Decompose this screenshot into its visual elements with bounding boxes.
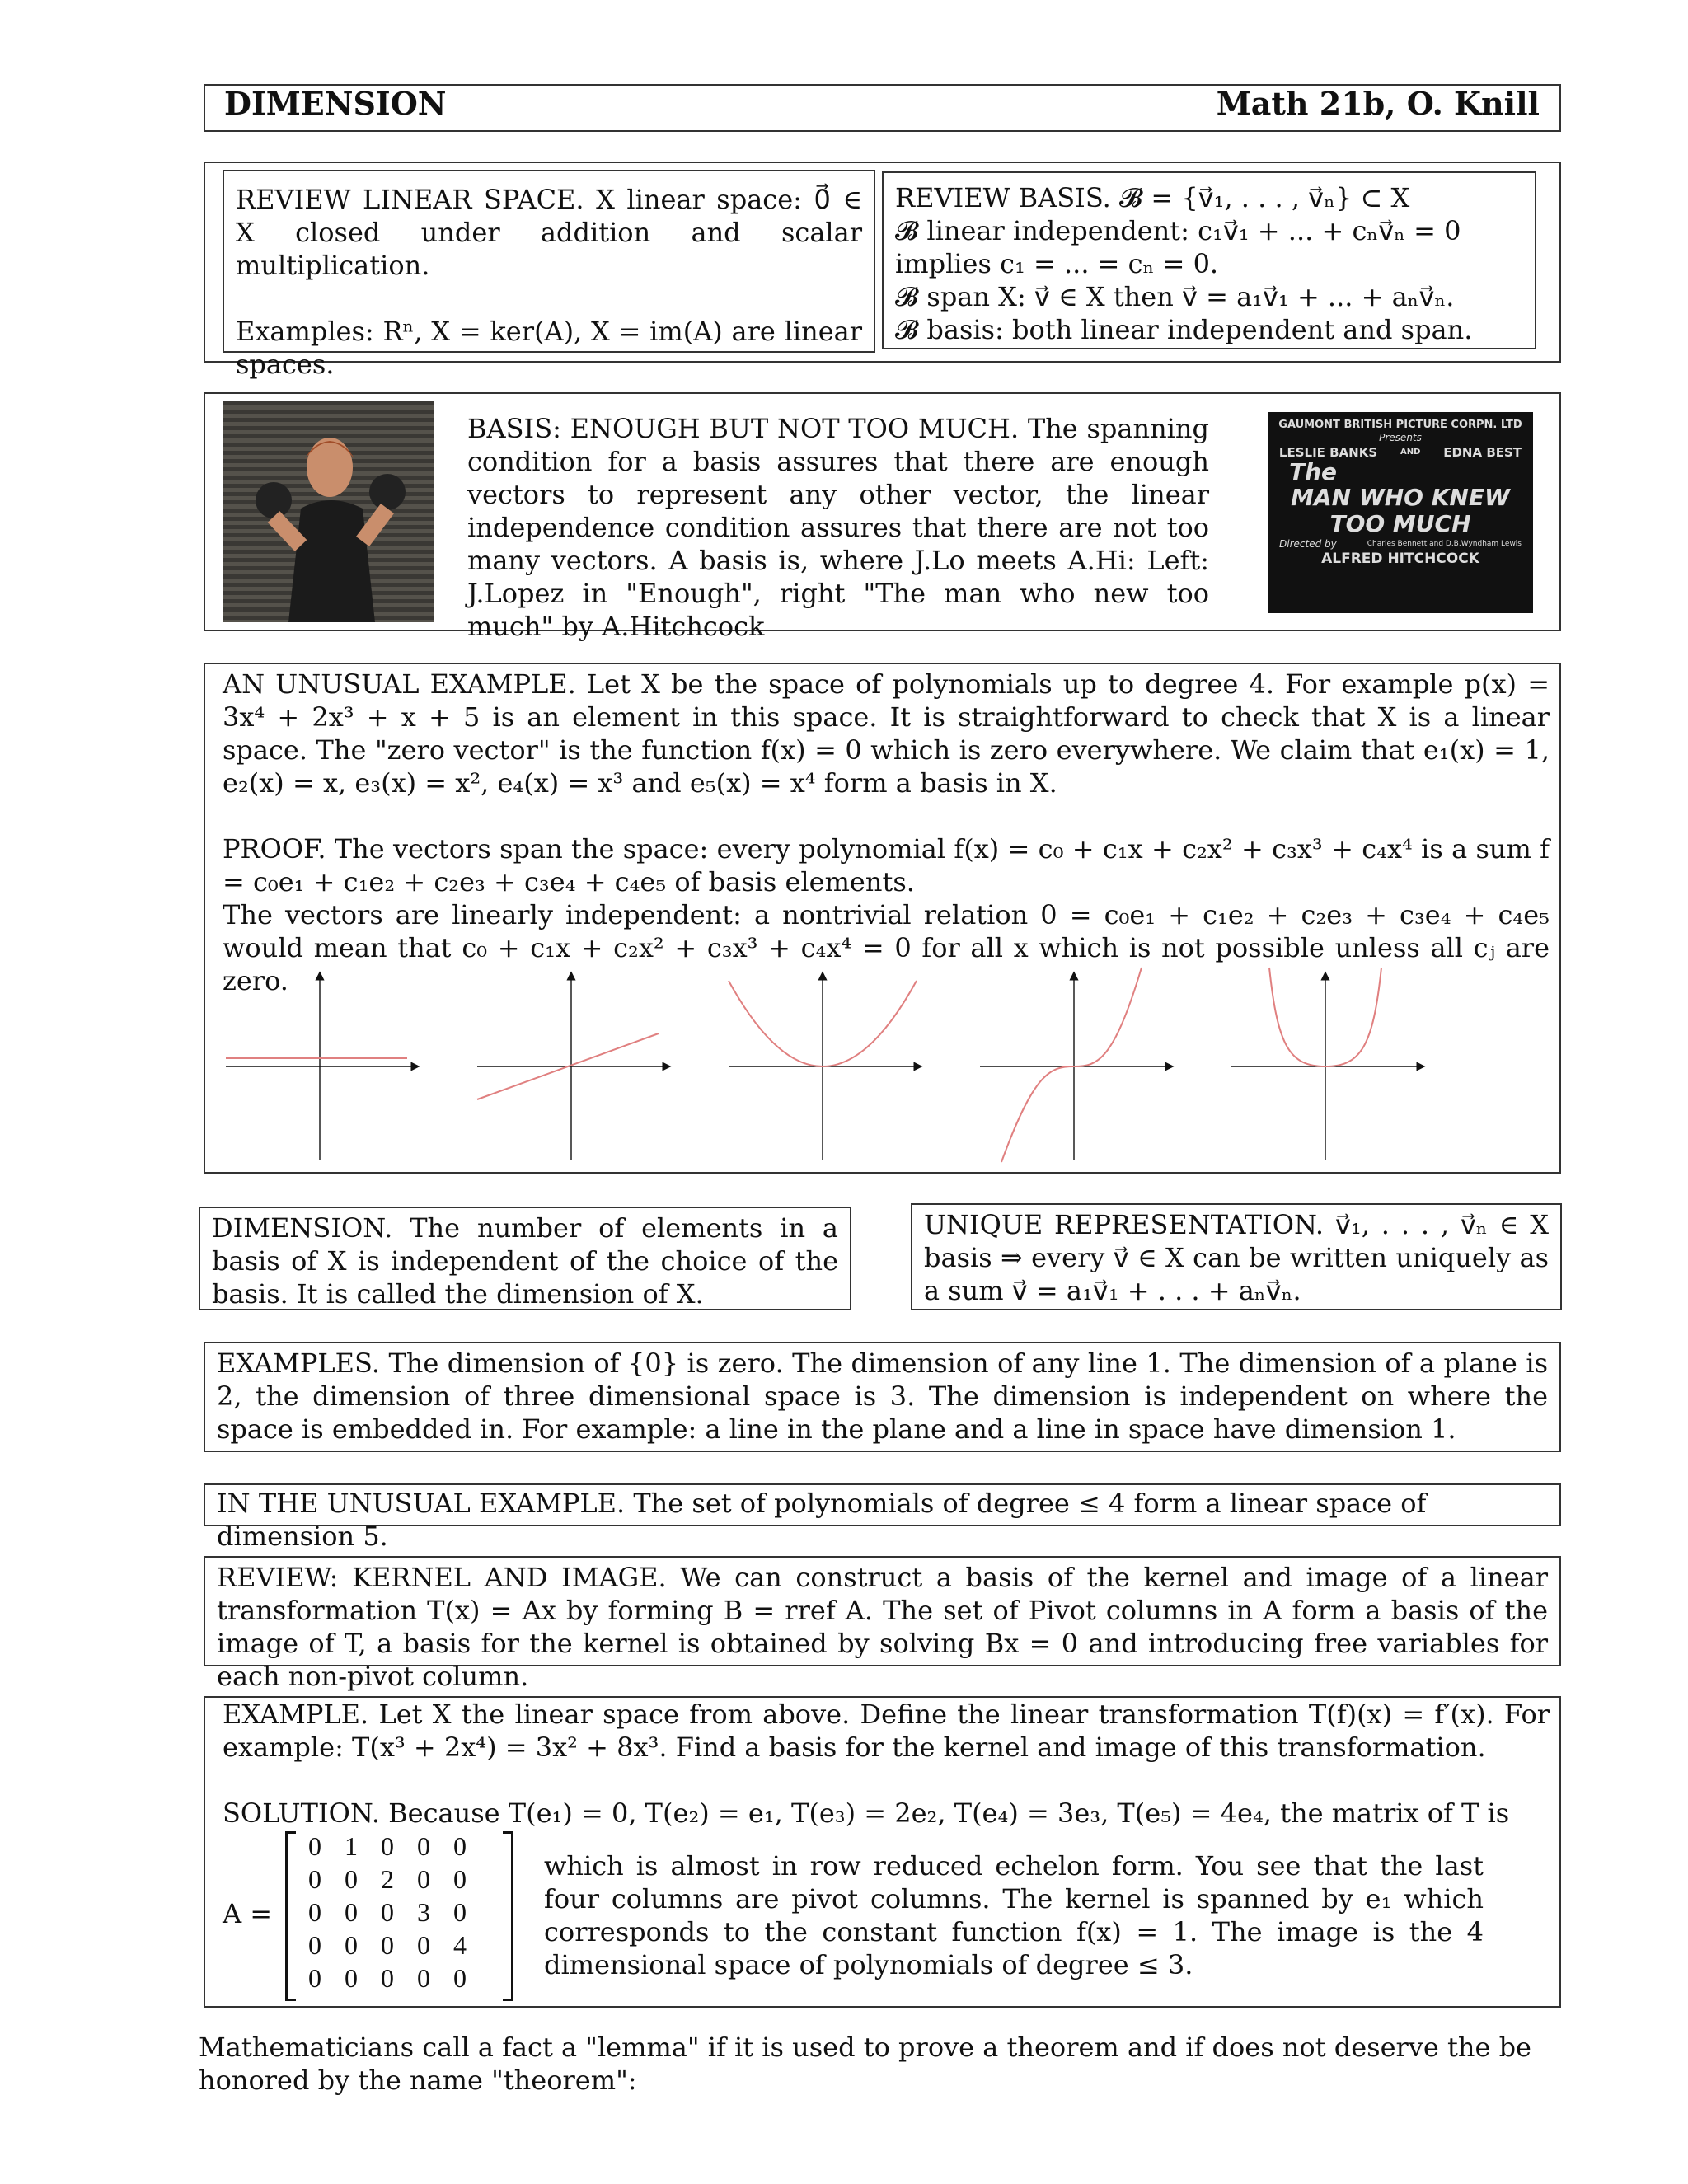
unusual-example-p1: AN UNUSUAL EXAMPLE. Let X be the space of polynomials up to degree 4. For example p(x) = 3x⁴ + 2x³ + x + 5 is an element in this space. It is straightforward to check that X is a linear space. The "zero vector" is the function f(x) = 0 which is zero everywhere. We claim that e₁(x) = 1, e₂(x) = x, e₃(x) = x², e₄(x) = x³ and e₅(x) = x⁴ form a basis in X. xyxy=(223,668,1550,799)
matrix-cell: 0 xyxy=(417,1864,430,1894)
matrix-cell: 0 xyxy=(381,1963,394,1993)
matrix-row xyxy=(297,1896,478,1929)
page-title: DIMENSION xyxy=(224,85,447,122)
unusual-example-proof: PROOF. The vectors span the space: every polynomial f(x) = c₀ + c₁x + c₂x² + c₃x³ + c₄x⁴ is a sum f = c₀e₁ + c₁e₂ + c₂e₃ + c₃e₄ + c₄e₅ of basis elements. xyxy=(223,833,1550,898)
matrix-cell: 0 xyxy=(381,1897,394,1927)
matrix-right-bracket xyxy=(503,1831,513,2001)
review-linear-space xyxy=(223,170,875,380)
matrix-cell: 2 xyxy=(381,1864,394,1894)
jlo-photo xyxy=(223,401,434,622)
in-unusual-text: IN THE UNUSUAL EXAMPLE. The set of polynomials of degree ≤ 4 form a linear space of dimension 5. xyxy=(217,1488,1427,1552)
lemma-footer: Mathematicians call a fact a "lemma" if it is used to prove a theorem and if does not deserve the be honored by the name "theorem": xyxy=(199,2032,1531,2096)
matrix-cell: 0 xyxy=(381,1930,394,1960)
matrix-cell: 0 xyxy=(453,1831,467,1861)
matrix-explanation: which is almost in row reduced echelon form. You see that the last four columns are pivot columns. The kernel is spanned by e₁ which corresponds to the constant function f(x) = 1. The image is the 4 dimensional space of polynomials of degree ≤ 3. xyxy=(544,1850,1484,1980)
plot-e5 xyxy=(1231,968,1421,1160)
matrix-cell: 0 xyxy=(417,1930,430,1960)
matrix-cell: 3 xyxy=(417,1897,430,1927)
in-unusual-box xyxy=(204,1483,1561,1552)
plot-e4 xyxy=(980,968,1170,1162)
review-basis-line4: 𝓑 basis: both linear independent and span. xyxy=(895,314,1473,345)
poster-and: AND xyxy=(1400,448,1421,457)
matrix-cell: 0 xyxy=(345,1963,358,1993)
matrix-cell: 0 xyxy=(308,1930,321,1960)
matrix-cell: 4 xyxy=(453,1930,467,1960)
examples-box xyxy=(204,1342,1561,1452)
dimension-def-text: DIMENSION. The number of elements in a basis of X is independent of the choice of the basis. It is called the dimension of X. xyxy=(212,1212,838,1310)
poster-director: ALFRED HITCHCOCK xyxy=(1321,551,1479,567)
matrix-A xyxy=(297,1830,478,1994)
poster-title3: TOO MUCH xyxy=(1329,510,1471,537)
plot-e3 xyxy=(729,976,918,1160)
dimension-def-box xyxy=(199,1207,851,1310)
matrix-row xyxy=(297,1863,478,1896)
matrix-cell: 0 xyxy=(345,1930,358,1960)
matrix-cell: 0 xyxy=(308,1897,321,1927)
jlo-figure xyxy=(223,401,434,622)
matrix-cell: 0 xyxy=(308,1831,321,1861)
unusual-example-text xyxy=(223,668,1550,997)
matrix-cell: 0 xyxy=(308,1864,321,1894)
matrix-cell: 1 xyxy=(345,1831,358,1861)
matrix-cell: 0 xyxy=(417,1831,430,1861)
matrix-label: A = xyxy=(223,1898,273,1929)
poster-actor2: EDNA BEST xyxy=(1443,445,1522,460)
hitchcock-poster xyxy=(1268,412,1533,613)
poster-studio: GAUMONT BRITISH PICTURE CORPN. LTD xyxy=(1278,419,1522,431)
matrix-row xyxy=(297,1961,478,1994)
kernel-image-box xyxy=(204,1556,1561,1692)
poster-directed: Directed by xyxy=(1279,538,1337,550)
matrix-cell: 0 xyxy=(453,1963,467,1993)
example-T-p1: EXAMPLE. Let X the linear space from above. Define the linear transformation T(f)(x) = f′(x). For example: T(x³ + 2x⁴) = 3x² + 8x³. Find a basis for the kernel and image of this transformation. xyxy=(223,1699,1550,1763)
examples-text: EXAMPLES. The dimension of {0} is zero. The dimension of any line 1. The dimension of a plane is 2, the dimension of three dimensional space is 3. The dimension is independent on where the space is embedded in. For example: a line in the plane and a line in space have dimension 1. xyxy=(217,1347,1548,1445)
kernel-image-text: REVIEW: KERNEL AND IMAGE. We can construct a basis of the kernel and image of a linear transformation T(x) = Ax by forming B = rref A. The set of Pivot columns in A form a basis of the image of T, a basis for the kernel is obtained by solving Bx = 0 and introducing free variables for each non-pivot column. xyxy=(217,1562,1548,1692)
example-T-text xyxy=(223,1698,1550,1830)
unique-rep-box xyxy=(911,1203,1562,1310)
basis-polynomial-plots xyxy=(223,964,1426,1170)
matrix-row xyxy=(297,1929,478,1961)
poster-actor1: LESLIE BANKS xyxy=(1278,445,1378,460)
matrix-cell: 0 xyxy=(345,1864,358,1894)
poster-title1: The xyxy=(1289,458,1338,485)
review-basis xyxy=(882,171,1536,349)
matrix-left-bracket xyxy=(285,1831,296,2001)
matrix-cell: 0 xyxy=(417,1963,430,1993)
poster-credits: Charles Bennett and D.B.Wyndham Lewis xyxy=(1367,540,1522,548)
review-basis-line1: REVIEW BASIS. 𝓑 = {v⃗₁, . . . , v⃗ₙ} ⊂ X xyxy=(895,182,1410,213)
review-linear-space-examples: Examples: Rⁿ, X = ker(A), X = im(A) are linear spaces. xyxy=(236,316,862,380)
plot-e1 xyxy=(226,976,415,1160)
unusual-example-independence: The vectors are linearly independent: a nontrivial relation 0 = c₀e₁ + c₁e₂ + c₂e₃ + c₃e₄ + c₄e₅ would mean that c₀ + c₁x + c₂x² + c₃x³ + c₄x⁴ = 0 for all x which is not possible unless all cⱼ are zero. xyxy=(223,899,1550,996)
review-basis-line3: 𝓑 span X: v⃗ ∈ X then v⃗ = a₁v⃗₁ + ... + aₙv⃗ₙ. xyxy=(895,281,1455,312)
matrix-cell: 0 xyxy=(453,1864,467,1894)
course-label: Math 21b, O. Knill xyxy=(1216,85,1540,122)
poster-presents: Presents xyxy=(1379,432,1422,443)
poster-title2: MAN WHO KNEW xyxy=(1291,484,1510,511)
matrix-row xyxy=(297,1830,478,1863)
matrix-cell: 0 xyxy=(453,1897,467,1927)
basis-enough-text: BASIS: ENOUGH BUT NOT TOO MUCH. The spanning condition for a basis assures that there are enough vectors to represent any other vector, the linear independence condition assures that there are not too many vectors. A basis is, where J.Lo meets A.Hi: Left: J.Lopez in "Enough", right "The man who new too much" by A.Hitchcock xyxy=(467,413,1209,642)
example-T-solution: SOLUTION. Because T(e₁) = 0, T(e₂) = e₁, T(e₃) = 2e₂, T(e₄) = 3e₃, T(e₅) = 4e₄, the matrix of T is xyxy=(223,1797,1510,1829)
unique-rep-text: UNIQUE REPRESENTATION. v⃗₁, . . . , v⃗ₙ ∈ X basis ⇒ every v⃗ ∈ X can be written uniquely as a sum v⃗ = a₁v⃗₁ + . . . + aₙv⃗ₙ. xyxy=(924,1209,1550,1306)
matrix-cell: 0 xyxy=(381,1831,394,1861)
review-linear-space-text: REVIEW LINEAR SPACE. X linear space: 0⃗ ∈ X closed under addition and scalar multiplication. xyxy=(236,184,862,281)
review-basis-line2: 𝓑 linear independent: c₁v⃗₁ + ... + cₙv⃗ₙ = 0 implies c₁ = ... = cₙ = 0. xyxy=(895,215,1461,279)
plot-e2 xyxy=(477,976,667,1160)
matrix-cell: 0 xyxy=(308,1963,321,1993)
matrix-cell: 0 xyxy=(345,1897,358,1927)
